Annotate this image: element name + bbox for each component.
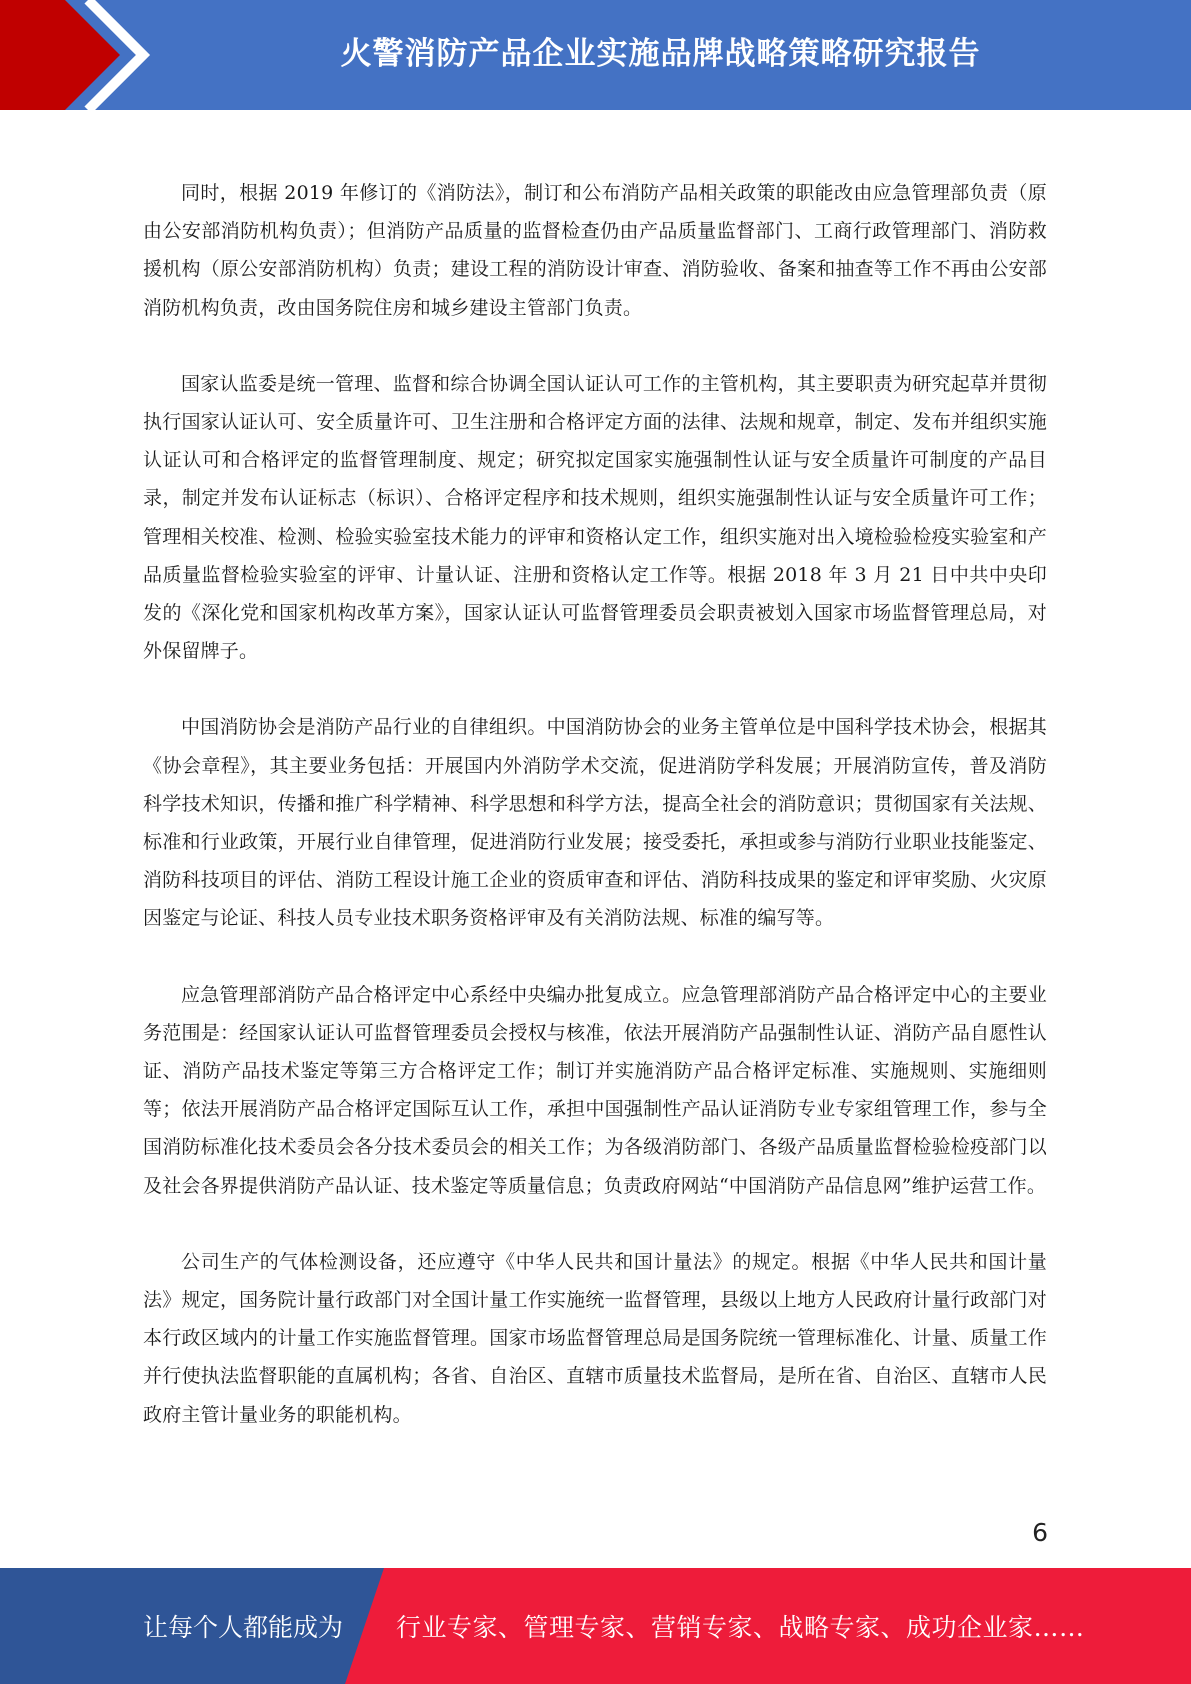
page-header xyxy=(0,0,1191,110)
paragraph-cnca: 国家认监委是统一管理、监督和综合协调全国认证认可工作的主管机构，其主要职责为研究起草并贯彻执行国家认证认可、安全质量许可、卫生注册和合格评定方面的法律、法规和规章，制定、发布并组织实施认证认可和合格评定的监督管理制度、规定；研究拟定国家实施强制性认证与安全质量许可制度的产品目录，制定并发布认证标志（标识）、合格评定程序和技术规则，组织实施强制性认证与安全质量许可工作；管理相关校准、检测、检验实验室技术能力的评审和资格认定工作，组织实施对出入境检验检疫实验室和产品质量监督检验实验室的评审、计量认证、注册和资格认定工作等。根据 2018 年 3 月 21 日中共中央印发的《深化党和国家机构改革方案》，国家认证认可监督管理委员会职责被划入国家市场监督管理总局，对外保留牌子。 xyxy=(143,372,1047,663)
footer-slogan-left: 让每个人都能成为 xyxy=(143,1613,344,1642)
page-number: 6 xyxy=(1032,1518,1048,1547)
report-body xyxy=(143,174,1047,1472)
paragraph-fire-association: 中国消防协会是消防产品行业的自律组织。中国消防协会的业务主管单位是中国科学技术协会，根据其《协会章程》，其主要业务包括：开展国内外消防学术交流，促进消防学科发展；开展消防宣传，普及消防科学技术知识，传播和推广科学精神、科学思想和科学方法，提高全社会的消防意识；贯彻国家有关法规、标准和行业政策，开展行业自律管理，促进消防行业发展；接受委托，承担或参与消防行业职业技能鉴定、消防科技项目的评估、消防工程设计施工企业的资质审查和评估、消防科技成果的鉴定和评审奖励、火灾原因鉴定与论证、科技人员专业技术职务资格评审及有关消防法规、标准的编写等。 xyxy=(143,716,1047,930)
header-chevron-decoration xyxy=(0,0,160,110)
paragraph-fire-law: 同时，根据 2019 年修订的《消防法》，制订和公布消防产品相关政策的职能改由应急管理部负责（原由公安部消防机构负责）；但消防产品质量的监督检查仍由产品质量监督部门、工商行政管理部门、消防救援机构（原公安部消防机构）负责；建设工程的消防设计审查、消防验收、备案和抽查等工作不再由公安部消防机构负责，改由国务院住房和城乡建设主管部门负责。 xyxy=(143,182,1047,319)
paragraph-metrology-law: 公司生产的气体检测设备，还应遵守《中华人民共和国计量法》的规定。根据《中华人民共和国计量法》规定，国务院计量行政部门对全国计量工作实施统一监督管理，县级以上地方人民政府计量行政部门对本行政区域内的计量工作实施监督管理。国家市场监督管理总局是国务院统一管理标准化、计量、质量工作并行使执法监督职能的直属机构；各省、自治区、直辖市质量技术监督局，是所在省、自治区、直辖市人民政府主管计量业务的职能机构。 xyxy=(143,1250,1047,1426)
page-title: 火警消防产品企业实施品牌战略策略研究报告 xyxy=(340,35,981,72)
paragraph-conformity-center: 应急管理部消防产品合格评定中心系经中央编办批复成立。应急管理部消防产品合格评定中心的主要业务范围是：经国家认证认可监督管理委员会授权与核准，依法开展消防产品强制性认证、消防产品自愿性认证、消防产品技术鉴定等第三方合格评定工作；制订并实施消防产品合格评定标准、实施规则、实施细则等；依法开展消防产品合格评定国际互认工作，承担中国强制性产品认证消防专业专家组管理工作，参与全国消防标准化技术委员会各分技术委员会的相关工作；为各级消防部门、各级产品质量监督检验检疫部门以及社会各界提供消防产品认证、技术鉴定等质量信息；负责政府网站“中国消防产品信息网”维护运营工作。 xyxy=(143,983,1047,1197)
footer-slogan-right: 行业专家、管理专家、营销专家、战略专家、成功企业家…… xyxy=(396,1613,1085,1642)
page-footer xyxy=(0,1568,1191,1684)
